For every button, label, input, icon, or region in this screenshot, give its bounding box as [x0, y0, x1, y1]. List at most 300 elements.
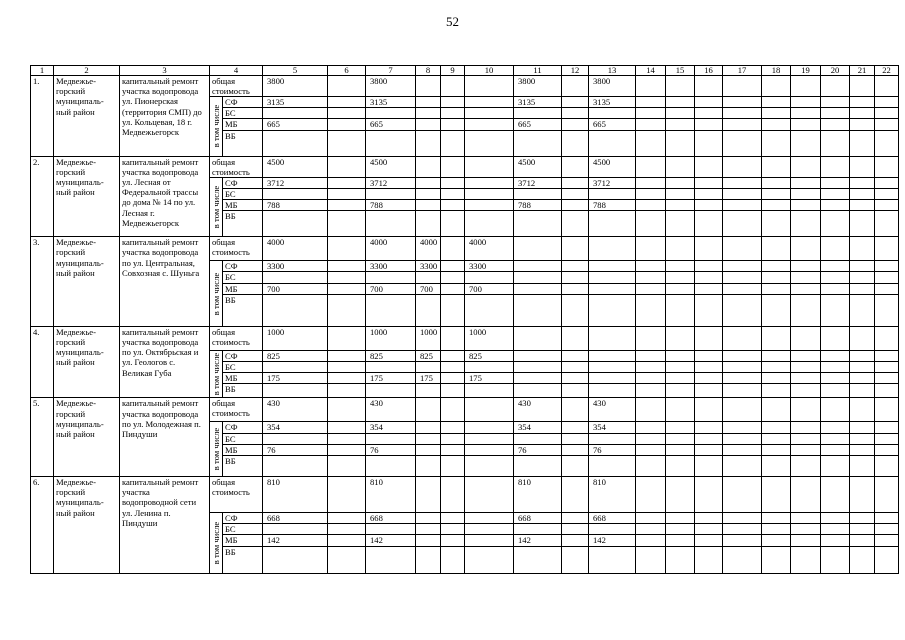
value-cell [791, 76, 821, 97]
value-cell [723, 477, 762, 513]
value-cell [875, 362, 899, 373]
table-row [31, 477, 899, 513]
value-cell [723, 261, 762, 272]
value-cell [850, 546, 875, 573]
value-cell [821, 76, 850, 97]
value-cell [636, 350, 666, 361]
value-cell [695, 294, 723, 326]
value-cell: 700 [465, 283, 514, 294]
value-cell [875, 200, 899, 211]
row-number: 3. [31, 237, 54, 327]
value-cell [875, 444, 899, 455]
value-cell [850, 156, 875, 177]
value-cell [441, 433, 465, 444]
value-cell: 810 [514, 477, 562, 513]
source-label: МБ [223, 535, 263, 546]
value-cell [791, 513, 821, 524]
description-cell: капитальный ремонт участка водопровода по ул. Молодежная п. Пиндуши [120, 398, 210, 477]
value-cell: 825 [366, 350, 416, 361]
value-cell [465, 422, 514, 433]
value-cell: 665 [589, 119, 636, 130]
source-label: СФ [223, 97, 263, 108]
header-cell: 15 [666, 66, 695, 76]
value-cell: 175 [416, 373, 441, 384]
value-cell [589, 188, 636, 199]
value-cell: 825 [465, 350, 514, 361]
value-cell [416, 398, 441, 422]
value-cell [791, 108, 821, 119]
value-cell [589, 350, 636, 361]
value-cell [441, 350, 465, 361]
value-cell [695, 535, 723, 546]
value-cell [723, 535, 762, 546]
value-cell [791, 456, 821, 477]
including-label [210, 350, 223, 398]
including-label [210, 97, 223, 157]
value-cell [875, 97, 899, 108]
value-cell: 788 [366, 200, 416, 211]
value-cell [850, 272, 875, 283]
value-cell [723, 76, 762, 97]
value-cell [636, 200, 666, 211]
value-cell [562, 456, 589, 477]
value-cell [821, 177, 850, 188]
value-cell [562, 156, 589, 177]
value-cell [465, 130, 514, 156]
value-cell [666, 294, 695, 326]
value-cell [791, 546, 821, 573]
value-cell [465, 477, 514, 513]
region-cell: Медвежье-горский муниципаль-ный район [54, 477, 120, 574]
value-cell [328, 294, 366, 326]
value-cell [263, 456, 328, 477]
value-cell [666, 477, 695, 513]
value-cell [636, 326, 666, 350]
row-number: 6. [31, 477, 54, 574]
value-cell [821, 188, 850, 199]
value-cell: 175 [465, 373, 514, 384]
value-cell [562, 283, 589, 294]
value-cell [850, 237, 875, 261]
value-cell: 4500 [514, 156, 562, 177]
value-cell [589, 362, 636, 373]
value-cell [441, 373, 465, 384]
value-cell [821, 200, 850, 211]
value-cell [666, 362, 695, 373]
value-cell [589, 261, 636, 272]
value-cell: 3712 [366, 177, 416, 188]
value-cell [328, 326, 366, 350]
value-cell [762, 130, 791, 156]
value-cell: 700 [263, 283, 328, 294]
value-cell [465, 272, 514, 283]
source-label: МБ [223, 444, 263, 455]
value-cell [562, 261, 589, 272]
value-cell [695, 384, 723, 398]
value-cell [875, 384, 899, 398]
value-cell: 825 [263, 350, 328, 361]
value-cell [850, 261, 875, 272]
value-cell [875, 326, 899, 350]
value-cell [791, 294, 821, 326]
value-cell [514, 433, 562, 444]
value-cell [465, 535, 514, 546]
value-cell [723, 177, 762, 188]
value-cell [762, 272, 791, 283]
source-label: БС [223, 108, 263, 119]
header-cell: 18 [762, 66, 791, 76]
value-cell [328, 373, 366, 384]
value-cell [666, 188, 695, 199]
source-label: СФ [223, 350, 263, 361]
value-cell [850, 119, 875, 130]
value-cell [514, 350, 562, 361]
value-cell [514, 261, 562, 272]
value-cell [328, 524, 366, 535]
value-cell [695, 513, 723, 524]
value-cell [695, 211, 723, 237]
value-cell [791, 444, 821, 455]
including-label [210, 422, 223, 477]
value-cell [636, 188, 666, 199]
value-cell [695, 350, 723, 361]
value-cell [328, 444, 366, 455]
value-cell [416, 188, 441, 199]
value-cell [821, 272, 850, 283]
value-cell [723, 211, 762, 237]
value-cell [562, 119, 589, 130]
value-cell [695, 272, 723, 283]
value-cell [762, 422, 791, 433]
value-cell [762, 535, 791, 546]
value-cell [589, 130, 636, 156]
value-cell [589, 546, 636, 573]
row-number: 2. [31, 156, 54, 237]
value-cell [762, 513, 791, 524]
value-cell: 354 [514, 422, 562, 433]
value-cell [723, 156, 762, 177]
value-cell [416, 524, 441, 535]
value-cell [791, 350, 821, 361]
row-number: 5. [31, 398, 54, 477]
table-row [31, 326, 899, 350]
value-cell [850, 97, 875, 108]
value-cell [636, 237, 666, 261]
value-cell [589, 456, 636, 477]
value-cell [441, 76, 465, 97]
value-cell [416, 422, 441, 433]
value-cell [589, 211, 636, 237]
value-cell [465, 76, 514, 97]
source-label: СФ [223, 422, 263, 433]
value-cell [636, 362, 666, 373]
value-cell [366, 546, 416, 573]
value-cell [636, 294, 666, 326]
value-cell [875, 513, 899, 524]
value-cell [328, 433, 366, 444]
value-cell [416, 130, 441, 156]
source-label: МБ [223, 119, 263, 130]
value-cell [636, 546, 666, 573]
value-cell [666, 513, 695, 524]
value-cell [762, 294, 791, 326]
source-label: ВБ [223, 294, 263, 326]
value-cell: 76 [366, 444, 416, 455]
value-cell [791, 326, 821, 350]
header-cell: 11 [514, 66, 562, 76]
value-cell [263, 362, 328, 373]
value-cell [666, 326, 695, 350]
value-cell [791, 422, 821, 433]
header-cell: 12 [562, 66, 589, 76]
value-cell [850, 200, 875, 211]
value-cell [723, 433, 762, 444]
value-cell [636, 384, 666, 398]
value-cell [762, 546, 791, 573]
value-cell [666, 384, 695, 398]
region-cell: Медвежье-горский муниципаль-ный район [54, 398, 120, 477]
value-cell [562, 513, 589, 524]
value-cell [636, 433, 666, 444]
value-cell [762, 97, 791, 108]
value-cell [514, 362, 562, 373]
value-cell [416, 119, 441, 130]
header-cell: 10 [465, 66, 514, 76]
value-cell [562, 294, 589, 326]
page-number: 52 [446, 14, 459, 29]
value-cell: 4000 [263, 237, 328, 261]
value-cell [514, 524, 562, 535]
source-label: СФ [223, 261, 263, 272]
header-cell: 9 [441, 66, 465, 76]
value-cell: 3712 [263, 177, 328, 188]
value-cell [562, 433, 589, 444]
value-cell [636, 272, 666, 283]
value-cell [821, 97, 850, 108]
value-cell: 142 [263, 535, 328, 546]
value-cell [762, 76, 791, 97]
including-label [210, 513, 223, 574]
source-label: ВБ [223, 546, 263, 573]
value-cell [328, 177, 366, 188]
value-cell [263, 130, 328, 156]
value-cell: 1000 [416, 326, 441, 350]
value-cell [328, 398, 366, 422]
header-cell: 6 [328, 66, 366, 76]
value-cell [791, 477, 821, 513]
region-cell: Медвежье-горский муниципаль-ный район [54, 76, 120, 157]
value-cell [762, 156, 791, 177]
header-row [31, 66, 899, 76]
header-cell: 1 [31, 66, 54, 76]
value-cell [465, 433, 514, 444]
value-cell [366, 384, 416, 398]
source-label: ВБ [223, 211, 263, 237]
value-cell [636, 444, 666, 455]
value-cell [821, 444, 850, 455]
value-cell [821, 130, 850, 156]
value-cell [416, 477, 441, 513]
value-cell [666, 535, 695, 546]
value-cell [328, 211, 366, 237]
value-cell [695, 97, 723, 108]
value-cell [441, 200, 465, 211]
value-cell [636, 261, 666, 272]
value-cell [366, 130, 416, 156]
value-cell [791, 398, 821, 422]
row-number: 4. [31, 326, 54, 398]
value-cell [762, 177, 791, 188]
value-cell [821, 294, 850, 326]
value-cell [263, 524, 328, 535]
source-label: ВБ [223, 456, 263, 477]
value-cell [666, 373, 695, 384]
value-cell [416, 546, 441, 573]
value-cell: 3300 [465, 261, 514, 272]
value-cell [695, 76, 723, 97]
value-cell [695, 444, 723, 455]
value-cell [666, 444, 695, 455]
value-cell [416, 362, 441, 373]
value-cell [514, 130, 562, 156]
including-text: в том числе [210, 428, 221, 471]
value-cell [850, 456, 875, 477]
value-cell [762, 398, 791, 422]
value-cell [850, 444, 875, 455]
value-cell: 4000 [366, 237, 416, 261]
value-cell: 668 [589, 513, 636, 524]
source-label: БС [223, 188, 263, 199]
value-cell [328, 119, 366, 130]
region-cell: Медвежье-горский муниципаль-ный район [54, 156, 120, 237]
value-cell [416, 97, 441, 108]
value-cell [875, 433, 899, 444]
value-cell [875, 350, 899, 361]
value-cell [416, 433, 441, 444]
value-cell [791, 261, 821, 272]
value-cell [441, 261, 465, 272]
value-cell [695, 362, 723, 373]
value-cell [723, 119, 762, 130]
value-cell [562, 535, 589, 546]
value-cell [666, 524, 695, 535]
value-cell [562, 362, 589, 373]
value-cell: 3800 [514, 76, 562, 97]
value-cell [562, 384, 589, 398]
value-cell [695, 130, 723, 156]
value-cell [821, 422, 850, 433]
value-cell [695, 477, 723, 513]
value-cell [875, 294, 899, 326]
value-cell: 3300 [366, 261, 416, 272]
value-cell [562, 524, 589, 535]
value-cell [441, 384, 465, 398]
value-cell [875, 546, 899, 573]
value-cell [791, 97, 821, 108]
value-cell [666, 456, 695, 477]
header-cell: 16 [695, 66, 723, 76]
value-cell [695, 456, 723, 477]
value-cell [666, 76, 695, 97]
value-cell [562, 177, 589, 188]
value-cell: 700 [366, 283, 416, 294]
value-cell [636, 97, 666, 108]
value-cell [441, 97, 465, 108]
source-label: МБ [223, 200, 263, 211]
value-cell [416, 294, 441, 326]
value-cell [366, 272, 416, 283]
value-cell [762, 261, 791, 272]
value-cell [514, 294, 562, 326]
value-cell [875, 283, 899, 294]
value-cell [850, 283, 875, 294]
value-cell [821, 373, 850, 384]
value-cell [695, 119, 723, 130]
value-cell [465, 456, 514, 477]
value-cell [562, 211, 589, 237]
value-cell [875, 188, 899, 199]
value-cell [514, 108, 562, 119]
value-cell: 354 [263, 422, 328, 433]
value-cell [723, 97, 762, 108]
value-cell [875, 211, 899, 237]
table-row [31, 156, 899, 177]
value-cell [589, 384, 636, 398]
value-cell [562, 546, 589, 573]
value-cell: 668 [366, 513, 416, 524]
value-cell [666, 237, 695, 261]
value-cell [821, 211, 850, 237]
value-cell: 788 [263, 200, 328, 211]
value-cell [366, 188, 416, 199]
value-cell [636, 283, 666, 294]
value-cell [666, 200, 695, 211]
value-cell [562, 373, 589, 384]
value-cell [791, 177, 821, 188]
value-cell [636, 156, 666, 177]
value-cell: 810 [366, 477, 416, 513]
value-cell: 810 [589, 477, 636, 513]
source-label: МБ [223, 373, 263, 384]
value-cell [791, 188, 821, 199]
value-cell [263, 108, 328, 119]
value-cell [695, 188, 723, 199]
value-cell [562, 398, 589, 422]
value-cell [441, 283, 465, 294]
value-cell: 430 [589, 398, 636, 422]
value-cell [695, 524, 723, 535]
value-cell [328, 283, 366, 294]
value-cell [562, 108, 589, 119]
value-cell [562, 237, 589, 261]
header-cell: 21 [850, 66, 875, 76]
value-cell [441, 119, 465, 130]
value-cell [514, 188, 562, 199]
value-cell [875, 524, 899, 535]
value-cell [791, 237, 821, 261]
value-cell: 142 [589, 535, 636, 546]
value-cell [695, 156, 723, 177]
total-cost-label: общая стоимость [210, 76, 263, 97]
value-cell: 665 [366, 119, 416, 130]
source-label: БС [223, 433, 263, 444]
value-cell [416, 177, 441, 188]
value-cell [589, 283, 636, 294]
value-cell [666, 433, 695, 444]
value-cell: 3712 [514, 177, 562, 188]
value-cell [328, 156, 366, 177]
value-cell [723, 130, 762, 156]
